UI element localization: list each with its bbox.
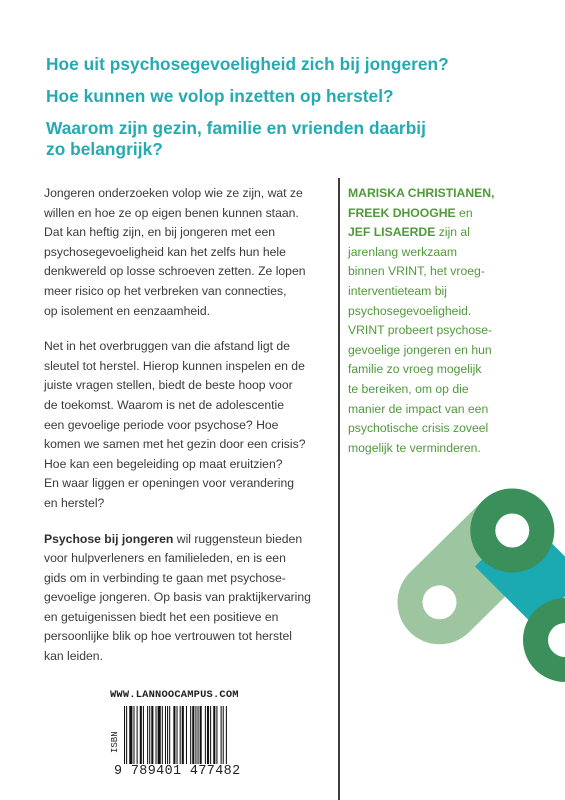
text-fragment: en	[455, 205, 473, 220]
text-line: interventieteam bij	[348, 283, 447, 298]
text-line: willen en hoe ze op eigen benen kunnen staan.	[44, 205, 299, 220]
text-line: gids om in verbinding te gaan met psychose-	[44, 570, 286, 585]
barcode-bar	[226, 706, 227, 764]
chain-link-right	[470, 489, 565, 683]
text-fragment: wil ruggensteun bieden	[173, 531, 303, 546]
text-line: en getuigenissen biedt het een positieve en	[44, 609, 279, 624]
question-line: Hoe kunnen we volop inzetten op herstel?	[46, 86, 394, 106]
barcode-bar	[156, 706, 157, 764]
text-line: kan leiden.	[44, 649, 103, 664]
barcode-bar	[180, 706, 181, 764]
barcode-bar	[140, 706, 142, 764]
author-name: MARISKA CHRISTIANEN,	[348, 186, 495, 200]
author-name: JEF LISAERDE	[348, 225, 436, 240]
text-line: psychosegevoeligheid kan het zelfs hun hele	[44, 244, 286, 259]
barcode-bar	[129, 706, 132, 764]
text-line: voor hulpverleners en familieleden, en is een	[44, 551, 286, 566]
barcode-bar	[198, 706, 199, 764]
barcode-bar	[177, 706, 178, 764]
isbn-number: 9 789401 477482	[114, 764, 241, 779]
barcode-bar	[210, 706, 211, 764]
barcode-bar	[149, 706, 150, 764]
text-fragment: zijn al	[435, 225, 470, 240]
barcode-bar	[213, 706, 215, 764]
barcode-bar	[143, 706, 144, 764]
barcode-bar	[207, 706, 209, 764]
text-line: En waar liggen er openingen voor verandering	[44, 476, 295, 491]
text-line: komen we samen met het gezin door een crisis?	[44, 437, 306, 452]
blurb-text	[44, 184, 329, 683]
text-line: de toekomst. Waarom is net de adolescentie	[44, 397, 285, 412]
text-line	[44, 530, 329, 550]
text-line: psychosegevoeligheid.	[348, 303, 472, 318]
text-line: gevoelige jongeren en hun	[348, 342, 492, 357]
barcode-area	[108, 689, 258, 786]
barcode-bar	[190, 706, 191, 764]
question-line: Waarom zijn gezin, familie en vrienden daarbij	[46, 118, 427, 138]
text-line: persoonlijke blik op hoe vertrouwen tot herstel	[44, 629, 292, 644]
text-line: en herstel?	[44, 495, 105, 510]
text-line	[348, 223, 558, 243]
barcode-bar	[126, 706, 127, 764]
barcode-bar	[186, 706, 187, 764]
question-line: zo belangrijk?	[46, 139, 163, 159]
barcode-bar	[173, 706, 175, 764]
barcode-bar	[124, 706, 125, 764]
author-name: FREEK DHOOGHE	[348, 205, 456, 220]
barcode-bars	[122, 706, 258, 764]
barcode-bar	[167, 706, 168, 764]
text-line: VRINT probeert psychose-	[348, 323, 493, 338]
text-line: Dat kan heftig zijn, en bij jongeren met een	[44, 225, 276, 240]
author-bio	[348, 184, 558, 458]
barcode-bar	[192, 706, 194, 764]
text-line: Hoe kan een begeleiding op maat eruitzien?	[44, 456, 283, 471]
chain-link-left	[398, 489, 555, 645]
text-line: te bereiken, om op die	[348, 381, 469, 396]
barcode-bar	[165, 706, 166, 764]
text-line: juiste vragen stellen, biedt de beste hoop voor	[44, 378, 293, 393]
text-line: sleutel tot herstel. Hierop kunnen inspelen en de	[44, 358, 305, 373]
barcode-bar	[200, 706, 202, 764]
barcode-bar	[147, 706, 148, 764]
blurb-paragraph-1	[44, 184, 329, 321]
barcode-bar	[162, 706, 163, 764]
barcode-bar	[133, 706, 134, 764]
text-line: manier de impact van een	[348, 401, 489, 416]
blurb-paragraph-2	[44, 337, 329, 513]
text-line	[348, 184, 558, 204]
publisher-website: WWW.LANNOOCAMPUS.COM	[110, 689, 239, 701]
text-line: Jongeren onderzoeken volop wie ze zijn, wat ze	[44, 186, 303, 200]
question-3	[46, 118, 536, 160]
barcode-bar	[151, 706, 153, 764]
question-2	[46, 86, 536, 107]
barcode-bar	[182, 706, 184, 764]
barcode-bar	[223, 706, 224, 764]
book-title: Psychose bij jongeren	[44, 531, 174, 546]
barcode-bar	[195, 706, 196, 764]
text-line: Net in het overbruggen van die afstand ligt de	[44, 339, 290, 354]
barcode-bar	[216, 706, 217, 764]
text-line: meer risico op het verbreken van connecties,	[44, 283, 287, 298]
text-line: denkwereld op losse schroeven zetten. Ze lopen	[44, 264, 306, 279]
barcode-bar	[221, 706, 222, 764]
text-line: psychotische crisis zoveel	[348, 421, 489, 436]
blurb-paragraph-3	[44, 530, 329, 667]
question-1	[46, 54, 536, 75]
barcode-bar	[137, 706, 138, 764]
text-line: mogelijk te verminderen.	[348, 440, 481, 455]
text-line: jarenlang werkzaam	[348, 244, 458, 259]
text-line	[348, 204, 558, 224]
text-line: gevoelige jongeren. Op basis van praktijkervaring	[44, 590, 311, 605]
isbn-label: ISBN	[110, 731, 120, 753]
barcode-bar	[158, 706, 161, 764]
text-line: op isolement en eenzaamheid.	[44, 303, 210, 318]
back-cover-questions	[46, 54, 536, 171]
barcode-bar	[205, 706, 206, 764]
text-line: familie zo vroeg mogelijk	[348, 362, 482, 377]
text-line: een gevoelige periode voor psychose? Hoe	[44, 417, 279, 432]
barcode	[108, 706, 258, 786]
question-line: Hoe uit psychosegevoeligheid zich bij jongeren?	[46, 54, 449, 74]
barcode-bar	[169, 706, 170, 764]
column-divider	[338, 178, 340, 800]
text-line: binnen VRINT, het vroeg-	[348, 264, 485, 279]
